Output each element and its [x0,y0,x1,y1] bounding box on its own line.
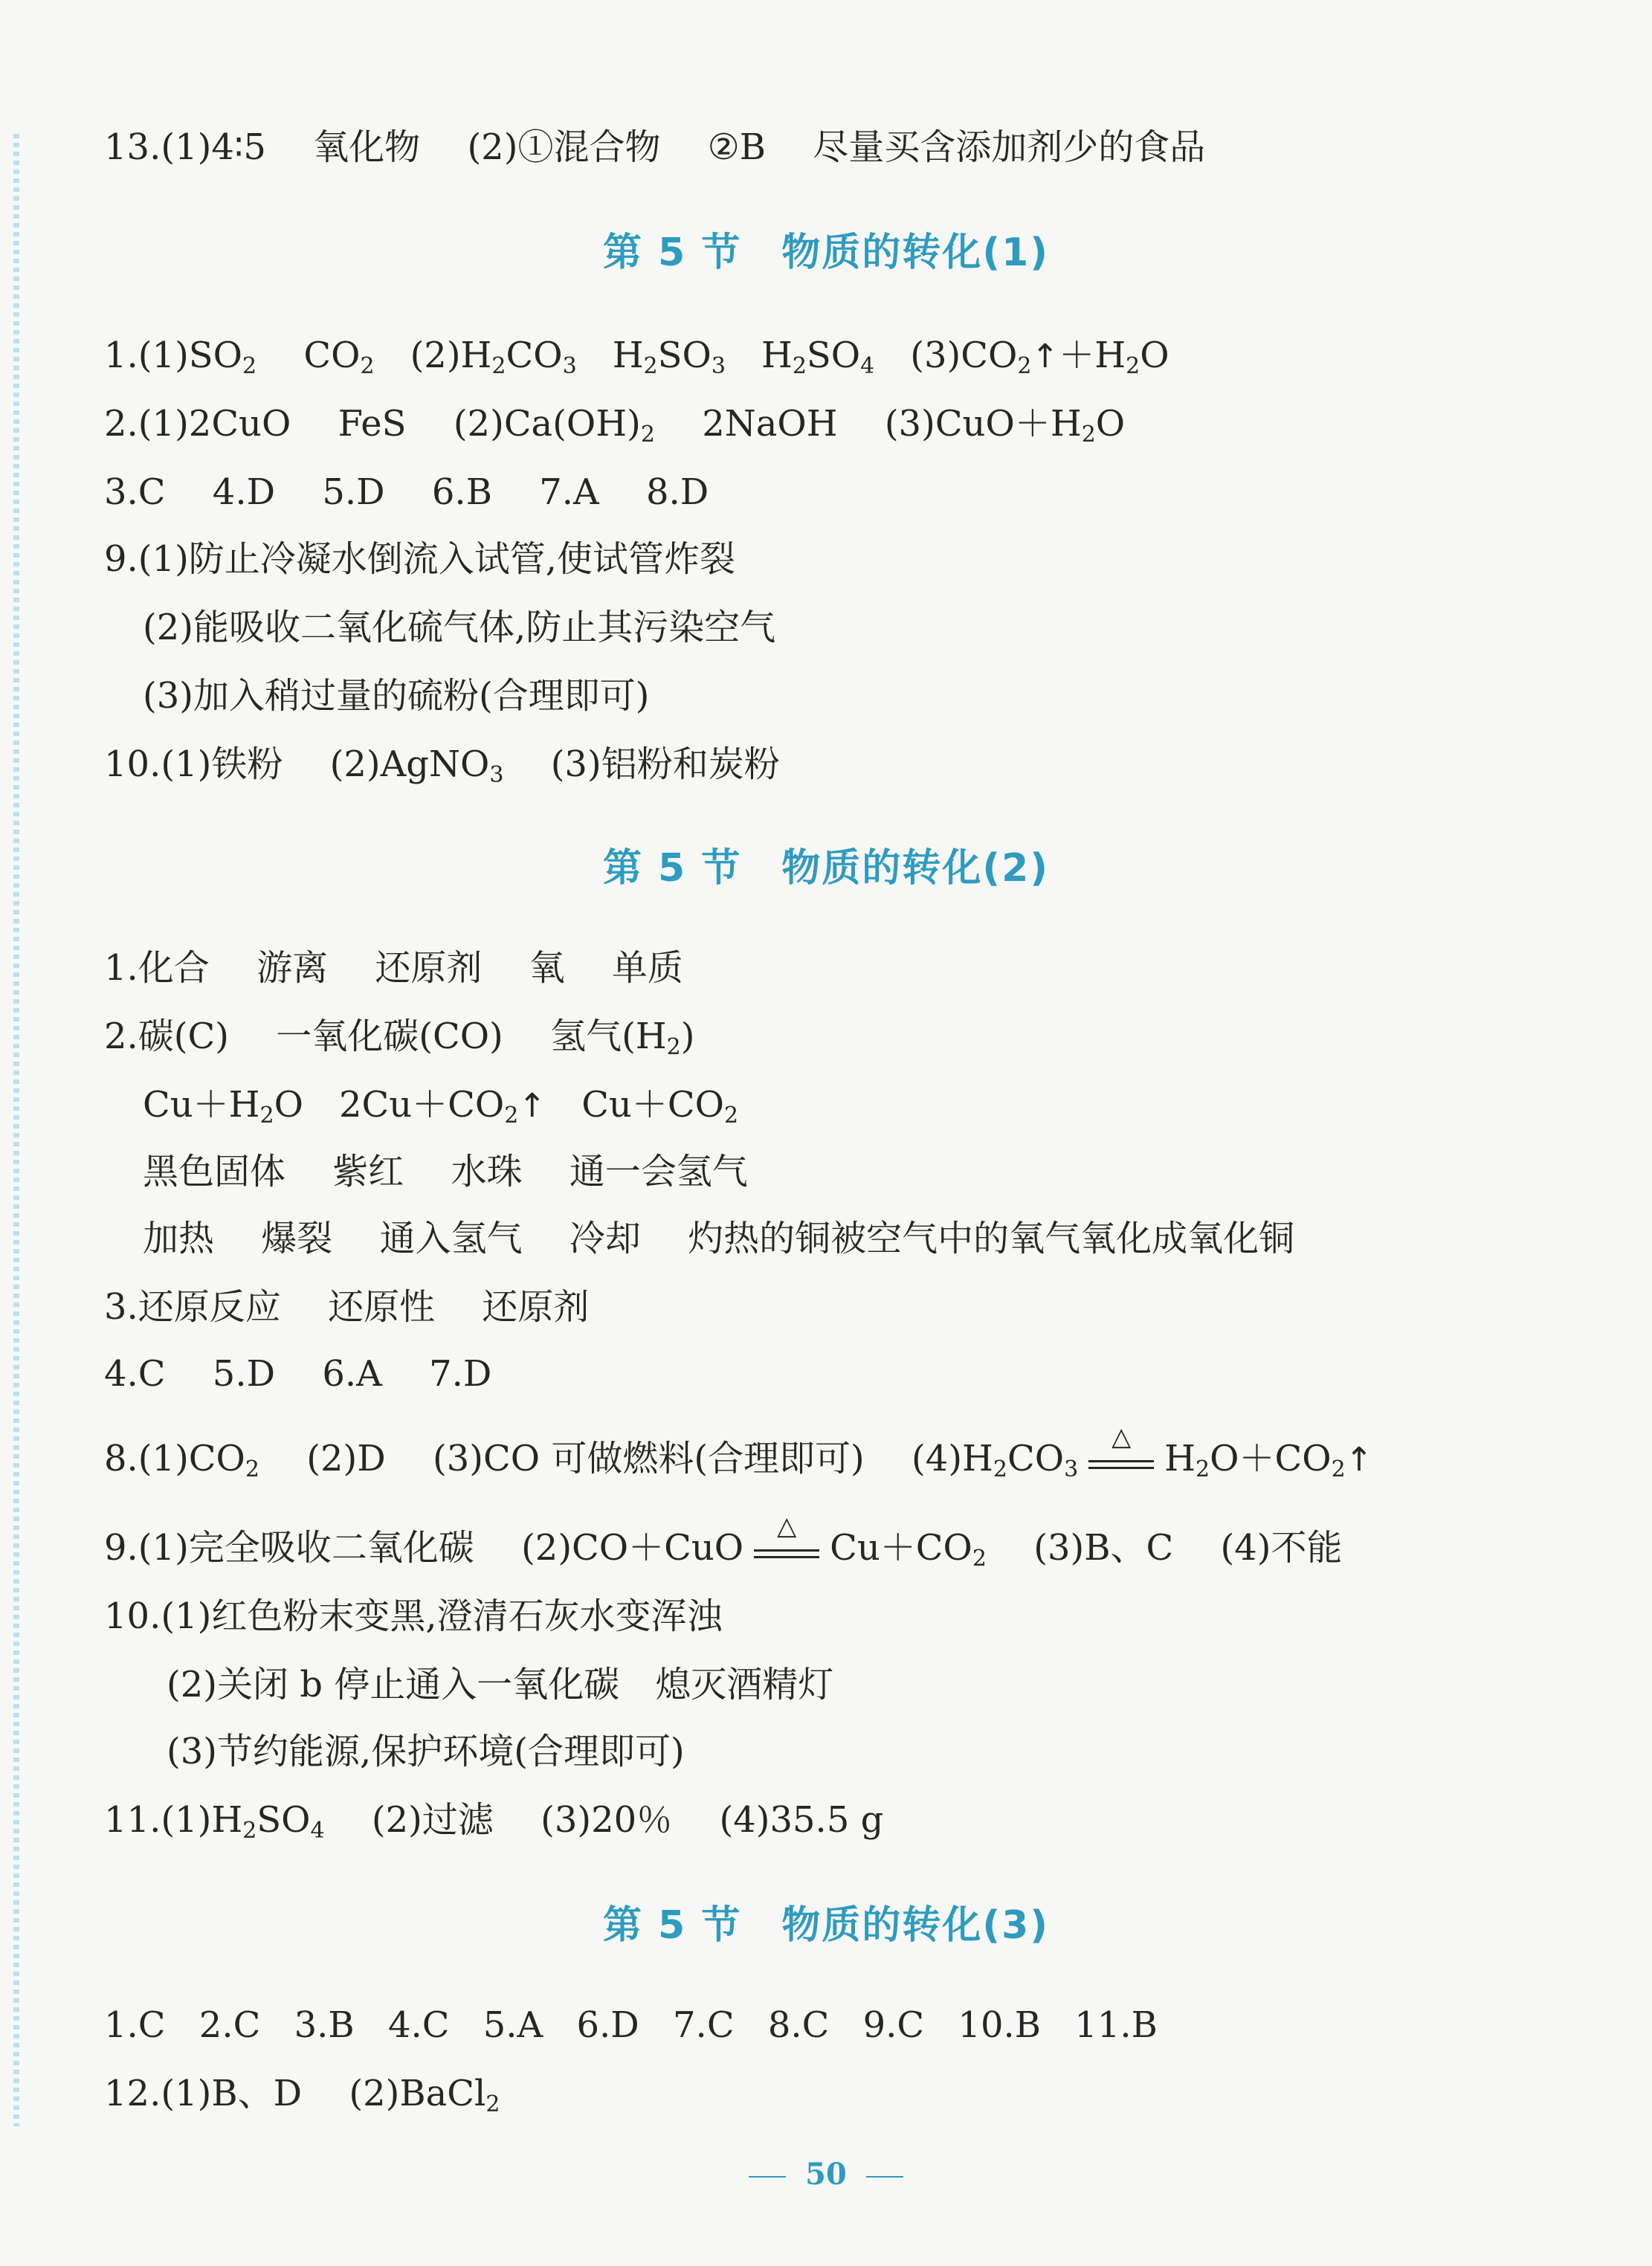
answer-text: 4.C [104,1353,166,1395]
answer-text: 8.D [645,471,709,513]
answer-text: 9.C [862,2004,925,2046]
answer-text: 7.D [429,1353,492,1395]
answer-text: 5.D [322,471,385,513]
answer-text: (3)CuO＋H [884,403,1082,445]
answer-text: 8.(1)CO [104,1438,245,1479]
answer-text: 加热 [143,1218,215,1259]
answer-text: 单质 [611,947,683,989]
answer-line-1: $1.(1)SO_2$ $CO_2$ $(2)H_2CO_3$ $H_2SO_3$ $H_2SO_4$ $(3)CO_2↑+H_2O$ [104,335,1169,379]
answer-text: (3)CO 可做燃料(合理即可) [432,1438,865,1479]
up-arrow-icon: ↑ [1345,1441,1373,1479]
answer-line-2-9: 9.(1)完全吸收二氧化碳 (2)CO＋CuO △ $Cu+CO_2$ (3)B、C (4)不能 [104,1511,1343,1572]
answer-text: 2.C [199,2004,261,2046]
answer-text: 水珠 [451,1151,523,1192]
page-number-dash-right [866,2176,903,2178]
answer-text: ) [680,1016,695,1057]
answer-line-2: 2.(1)2CuO FeS $(2)Ca(OH)_2$ 2NaOH $(3)CuO+H_2O$ [104,403,1126,448]
answer-text: 11.(1)H [104,1799,243,1841]
answer-line-2-3 [104,1285,589,1329]
answer-line-2-8: $8.(1)CO_2$ (2)D (3)CO 可做燃料(合理即可) $(4)H_2CO_3$ △ $H_2O+CO_2↑$ [104,1421,1373,1482]
answer-text: 4.D [212,471,276,513]
answer-text: 3.还原反应 [104,1286,281,1328]
answer-text: 8.C [767,2004,830,2046]
answer-line-3-1 [104,2003,1158,2047]
answer-line-10: 10.(1)铁粉 (2)AgNO$_3$ (3)铝粉和炭粉 [104,743,780,788]
answer-text: 6.B [431,471,492,513]
up-arrow-icon: ↑ [518,1087,546,1125]
answer-text: 13.(1)4∶5 [104,126,266,168]
answer-line-2-10-1: 10.(1)红色粉末变黑,澄清石灰水变浑浊 [104,1595,723,1637]
answer-text: 6.A [322,1353,382,1395]
answer-line-2-10-2: (2)关闭 b 停止通入一氧化碳 熄灭酒精灯 [167,1664,834,1705]
page-number [0,2156,1652,2193]
answer-text: 游离 [256,947,329,989]
answer-text: 还原剂 [375,947,483,989]
answer-text: (2)D [306,1438,386,1479]
answer-text: 12.(1)B、D [104,2073,303,2114]
answer-text: FeS [338,403,407,445]
answer-line-3-12: 12.(1)B、D (2)BaCl$_2$ [104,2073,500,2117]
answer-text: (2)①混合物 [467,126,661,168]
answer-text: 11.B [1074,2004,1158,2046]
answer-text: (2)Ca(OH) [453,403,641,445]
answer-line-2-1 [104,946,683,990]
answer-line-2-10-3: (3)节约能源,保护环境(合理即可) [167,1731,685,1772]
answer-text: SO [256,1799,311,1841]
answer-text: (4)35.5 g [719,1799,884,1841]
answer-text: 灼热的铜被空气中的氧气氧化成氧化铜 [688,1218,1295,1259]
answer-text: 4.C [387,2004,450,2046]
answer-text: 黑色固体 [143,1151,286,1192]
answer-text: 9.(1)完全吸收二氧化碳 [104,1527,474,1569]
answer-text: 7.A [539,471,599,513]
answer-line-9-2: (2)能吸收二氧化硫气体,防止其污染空气 [143,607,776,648]
answer-text: 2NaOH [702,403,838,445]
answer-text: ②B [707,126,767,168]
answer-text: 通一会氢气 [569,1151,748,1192]
page-number-dash-left [749,2176,786,2178]
answer-text: 氢气(H [550,1016,667,1057]
answer-text: 5.D [212,1353,276,1395]
answer-text: (3)20％ [541,1799,673,1841]
margin-decoration [13,134,19,2126]
answer-text: H [1164,1438,1196,1479]
answer-text: 氧化物 [313,126,421,168]
answer-line-3 [104,470,709,514]
answer-line-9-1: 9.(1)防止冷凝水倒流入试管,使试管炸裂 [104,538,736,580]
answer-text: 紫红 [332,1151,404,1192]
answer-line-2-11: $11.(1)H_2SO_4$ (2)过滤 (3)20％ (4)35.5 g [104,1799,884,1844]
answer-text: 通入氢气 [379,1218,523,1259]
answer-text: (3)铝粉和炭粉 [550,743,780,785]
section-heading-2: 第 5 节 物质的转化(2) [602,846,1050,891]
answer-text: O＋CO [1210,1438,1332,1479]
answer-line-2-4 [104,1352,491,1396]
page-number-text: 50 [805,2157,847,2192]
section-heading-3: 第 5 节 物质的转化(3) [602,1903,1050,1948]
answer-line-13 [104,125,1205,170]
answer-text: 7.C [673,2004,735,2046]
answer-line-9-3: (3)加入稍过量的硫粉(合理即可) [143,675,650,717]
answer-text: 1.化合 [104,947,210,989]
heat-condition-icon: △ [1085,1444,1157,1479]
answer-text: 10.(1)铁粉 [104,743,283,785]
answer-text: 冷却 [569,1218,641,1259]
answer-line-2-2c [143,1149,748,1194]
answer-text: 一氧化碳(CO) [276,1016,503,1057]
answer-text: 还原性 [328,1286,436,1328]
answer-text: 6.D [576,2004,639,2046]
answer-text: (2)过滤 [371,1799,494,1841]
up-arrow-icon: ↑ [1031,338,1059,375]
section-heading-1: 第 5 节 物质的转化(1) [602,230,1050,275]
answer-text: (3)B、C [1033,1527,1174,1569]
answer-text: 1.C [104,2004,166,2046]
answer-text: 爆裂 [261,1218,333,1259]
answer-text: 氧 [529,947,565,989]
answer-text: (2)AgNO [329,743,490,785]
answer-text: 尽量买含添加剂少的食品 [813,126,1206,168]
answer-text: 5.A [483,2004,543,2046]
answer-text: CO [1007,1438,1065,1479]
answer-line-2-2b: $Cu+H_2O$ $2Cu+CO_2↑$ $Cu+CO_2$ [143,1084,739,1129]
answer-text: 3.C [104,471,166,513]
answer-text: 3.B [294,2004,355,2046]
answer-text: (4)不能 [1220,1527,1343,1569]
heat-condition-icon: △ [751,1533,822,1569]
answer-text: (4)H [911,1438,993,1479]
answer-text: Cu＋CO [830,1527,972,1569]
answer-text: 1.(1)SO [104,335,243,376]
answer-text: 2.碳(C) [104,1016,229,1057]
answer-text: 10.B [958,2004,1042,2046]
answer-text: (2)CO＋CuO [521,1527,744,1569]
answer-text: (2)BaCl [349,2073,486,2114]
answer-line-2-2: 2.碳(C) 一氧化碳(CO) 氢气$(H_2)$ [104,1016,695,1060]
answer-text: 2.(1)2CuO [104,403,291,445]
answer-text: O [1095,403,1126,445]
answer-text: 还原剂 [482,1286,590,1328]
answer-line-2-2d [143,1216,1294,1261]
